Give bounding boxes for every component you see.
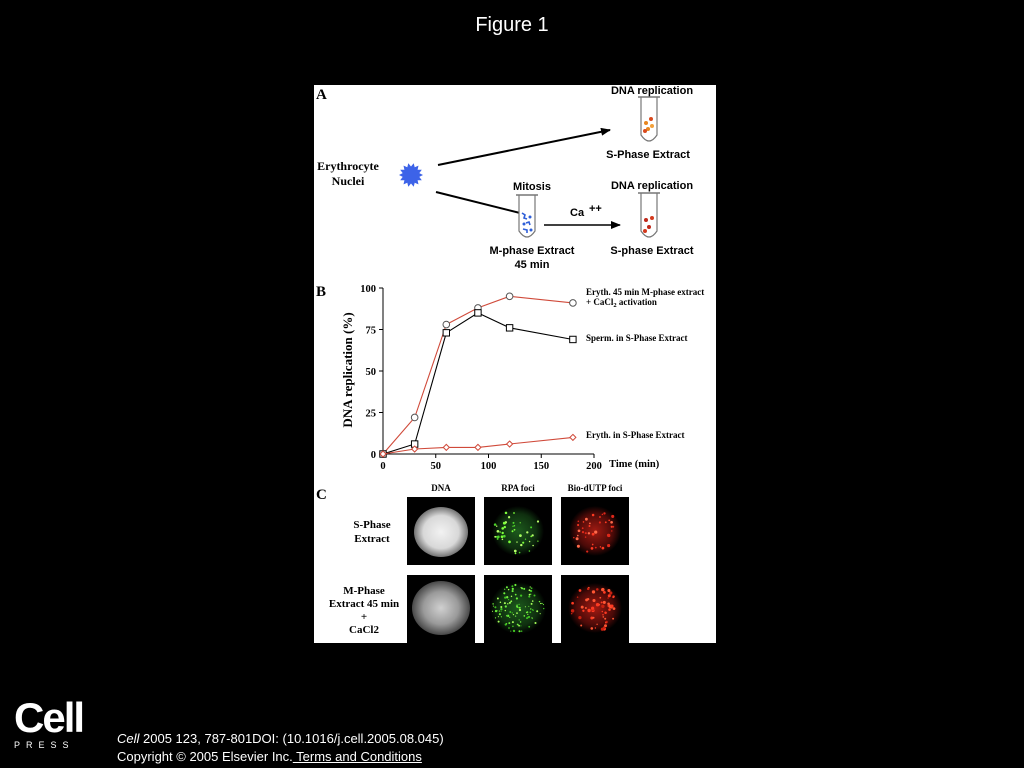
top-test-tube-icon	[638, 97, 660, 141]
micrograph-m-phase-biodutp	[561, 575, 629, 643]
focus-dot	[540, 603, 541, 604]
legend-sperm: Sperm. in S-Phase Extract	[586, 333, 688, 343]
x-tick-label: 100	[480, 461, 497, 472]
focus-dot	[607, 597, 609, 599]
focus-dot	[529, 611, 531, 613]
focus-dot	[504, 602, 506, 604]
column-header-biodutp: Bio-dUTP foci	[567, 483, 623, 493]
focus-dot	[595, 627, 596, 628]
data-point-diamond	[570, 434, 576, 440]
x-tick-label: 200	[586, 461, 602, 472]
focus-dot	[611, 530, 612, 531]
focus-dot	[534, 622, 536, 624]
focus-dot	[612, 618, 614, 620]
focus-dot	[510, 601, 511, 602]
focus-dot	[508, 516, 510, 518]
focus-dot	[577, 535, 579, 537]
focus-dot	[603, 512, 605, 514]
focus-dot	[602, 616, 604, 618]
data-point-square	[443, 330, 449, 336]
focus-dot	[500, 608, 502, 610]
focus-dot	[604, 611, 607, 614]
focus-dot	[590, 627, 593, 630]
focus-dot	[577, 524, 579, 526]
focus-dot	[607, 534, 610, 537]
focus-dot	[512, 530, 514, 532]
focus-dot	[512, 590, 514, 592]
legend-eryth-m-line2: + CaCl$_2$ activation	[586, 297, 657, 309]
figure-panel	[314, 85, 716, 643]
focus-dot	[528, 606, 529, 607]
focus-dot	[608, 594, 611, 597]
focus-dot	[505, 624, 507, 626]
focus-dot	[581, 606, 584, 609]
focus-dot	[587, 588, 590, 591]
focus-dot	[605, 622, 607, 624]
focus-dot	[518, 625, 520, 627]
focus-dot	[511, 585, 513, 587]
focus-dot	[522, 542, 524, 544]
focus-dot	[580, 625, 582, 627]
focus-dot	[514, 631, 515, 632]
focus-dot	[512, 526, 513, 527]
focus-dot	[595, 547, 597, 549]
y-axis-label: DNA replication (%)	[340, 312, 355, 428]
focus-dot	[513, 614, 514, 615]
focus-dot	[585, 518, 588, 521]
focus-dot	[532, 545, 534, 547]
arrow-to-m-phase-icon	[436, 192, 528, 215]
focus-dot	[516, 612, 518, 614]
row2-label-line3: +	[360, 611, 368, 623]
focus-dot	[526, 531, 528, 533]
focus-dot	[592, 590, 595, 593]
focus-dot	[530, 608, 531, 609]
focus-dot	[507, 603, 508, 604]
focus-dot	[501, 535, 504, 538]
citation-reference	[117, 730, 444, 748]
focus-dot	[507, 596, 508, 597]
focus-dot	[514, 529, 516, 531]
focus-dot	[607, 605, 609, 607]
focus-dot	[585, 532, 587, 534]
focus-dot	[541, 603, 542, 604]
micrograph-m-phase-rpa	[484, 575, 552, 643]
focus-dot	[582, 610, 584, 612]
focus-dot	[499, 611, 500, 612]
focus-dot	[528, 626, 530, 628]
focus-dot	[603, 601, 606, 604]
focus-dot	[512, 588, 514, 590]
logo-word: Cell	[14, 694, 84, 741]
focus-dot	[520, 534, 521, 535]
focus-dot	[599, 516, 601, 518]
focus-dot	[523, 615, 525, 617]
focus-dot	[528, 596, 530, 598]
focus-dot	[539, 601, 540, 602]
panel-b	[316, 284, 704, 472]
data-point-square	[570, 336, 576, 342]
x-tick-label: 150	[533, 461, 550, 472]
focus-dot	[604, 618, 606, 620]
focus-dot	[601, 588, 605, 592]
panel-a	[316, 85, 694, 271]
series-line	[383, 313, 573, 454]
focus-dot	[503, 592, 505, 594]
focus-dot	[501, 532, 503, 534]
focus-dot	[601, 601, 603, 603]
focus-dot	[499, 531, 501, 533]
focus-dot	[577, 596, 579, 598]
focus-dot	[498, 616, 499, 617]
focus-dot	[610, 521, 613, 524]
focus-dot	[608, 608, 611, 611]
focus-dot	[497, 530, 500, 533]
citation-copyright: Copyright © 2005 Elsevier Inc.	[117, 749, 293, 764]
focus-dot	[505, 605, 507, 607]
focus-dot	[499, 613, 501, 615]
focus-dot	[526, 617, 528, 619]
focus-dot	[592, 544, 594, 546]
micrograph-m-phase-dna	[407, 575, 475, 643]
y-tick-label: 25	[365, 408, 376, 420]
focus-dot	[594, 531, 597, 534]
nuclei-label-line1: Erythrocyte	[317, 159, 379, 173]
focus-dot	[571, 609, 574, 612]
focus-dot	[599, 597, 601, 599]
focus-dot	[514, 584, 516, 586]
ca-superscript: ++	[589, 203, 602, 215]
focus-dot	[596, 588, 599, 591]
micrograph-s-phase-rpa	[484, 497, 552, 565]
focus-dot	[520, 544, 522, 546]
focus-dot	[512, 612, 513, 613]
bottom-tube-header: DNA replication	[610, 180, 694, 192]
focus-dot	[609, 591, 612, 594]
focus-dot	[492, 611, 493, 612]
focus-dot	[508, 599, 509, 600]
micrograph-s-phase-biodutp	[561, 497, 629, 565]
ca-label: Ca	[570, 207, 585, 219]
chart-series	[380, 293, 576, 457]
focus-dot	[497, 598, 499, 600]
focus-dot	[516, 606, 518, 608]
row1-label-line1: S-Phase	[353, 519, 391, 531]
focus-dot	[529, 594, 531, 596]
focus-dot	[511, 596, 512, 597]
x-axis-unit-label: Time (min)	[609, 459, 660, 470]
data-point-circle	[443, 321, 450, 328]
erythrocyte-nucleus-icon	[399, 163, 423, 186]
focus-dot	[504, 526, 506, 528]
focus-dot	[520, 594, 522, 596]
nuclei-label-line2: Nuclei	[331, 174, 365, 188]
focus-dot	[515, 615, 516, 616]
y-tick-label: 0	[370, 450, 376, 461]
focus-dot	[500, 601, 502, 603]
panel-a-letter: A	[316, 87, 327, 103]
focus-dot	[543, 604, 544, 605]
focus-dot	[585, 536, 586, 537]
focus-dot	[512, 621, 514, 623]
focus-dot	[599, 521, 601, 523]
terms-link[interactable]: Terms and Conditions	[292, 749, 422, 764]
focus-dot	[529, 589, 531, 591]
top-tube-header: DNA replication	[610, 85, 694, 97]
focus-dot	[602, 614, 604, 616]
focus-dot	[536, 610, 538, 612]
focus-dot	[592, 617, 594, 619]
focus-dot	[582, 531, 584, 533]
cell-press-logo	[14, 694, 84, 750]
focus-dot	[587, 598, 589, 600]
focus-dot	[506, 586, 508, 588]
focus-dot	[518, 604, 519, 605]
focus-dot	[494, 536, 496, 538]
focus-dot	[608, 519, 610, 521]
focus-dot	[512, 625, 514, 627]
focus-dot	[612, 596, 614, 598]
row2-label-line2: Extract 45 min	[328, 598, 400, 610]
focus-dot	[518, 630, 520, 632]
focus-dot	[515, 553, 517, 555]
y-tick-label: 100	[360, 284, 376, 295]
focus-dot	[602, 611, 604, 613]
focus-dot	[602, 547, 605, 550]
focus-dot	[537, 540, 538, 541]
focus-dot	[587, 609, 590, 612]
focus-dot	[513, 512, 515, 514]
focus-dot	[596, 603, 599, 606]
focus-dot	[495, 617, 496, 618]
y-tick-label: 50	[365, 367, 376, 378]
focus-dot	[492, 603, 494, 605]
x-tick-label: 50	[430, 461, 441, 472]
data-point-circle	[411, 414, 418, 421]
mitosis-test-tube-icon	[516, 195, 538, 237]
data-point-diamond	[507, 441, 513, 447]
focus-dot	[579, 589, 582, 592]
slide-title: Figure 1	[475, 14, 549, 36]
focus-dot	[509, 617, 510, 618]
row1-label-line2: Extract	[354, 533, 390, 545]
citation-ref: 2005 123, 787-801DOI: (10.1016/j.cell.2005.08.045)	[139, 731, 444, 746]
focus-dot	[520, 522, 521, 523]
focus-dot	[586, 551, 588, 553]
focus-dot	[588, 532, 590, 534]
focus-dot	[496, 525, 497, 526]
focus-dot	[494, 523, 497, 526]
focus-dot	[508, 541, 511, 544]
focus-dot	[573, 537, 575, 539]
focus-dot	[525, 606, 526, 607]
focus-dot	[519, 609, 521, 611]
focus-dot	[504, 596, 506, 598]
micrograph-s-phase-dna	[407, 497, 475, 565]
focus-dot	[589, 525, 591, 527]
focus-dot	[591, 607, 594, 610]
focus-dot	[529, 541, 531, 543]
focus-dot	[504, 589, 505, 590]
focus-dot	[520, 621, 521, 622]
series-line	[383, 296, 573, 454]
top-tube-caption: S-Phase Extract	[606, 149, 690, 161]
focus-dot	[611, 515, 614, 518]
legend-eryth-m-line1: Eryth. 45 min M-phase extract	[586, 287, 705, 297]
row2-label-line4: CaCl2	[349, 624, 379, 636]
focus-dot	[543, 608, 544, 609]
focus-dot	[607, 589, 610, 592]
focus-dot	[589, 523, 591, 525]
focus-dot	[530, 586, 531, 587]
focus-dot	[578, 529, 581, 532]
focus-dot	[600, 546, 601, 547]
bottom-tube-caption: S-phase Extract	[610, 245, 694, 257]
focus-dot	[529, 550, 531, 552]
focus-dot	[508, 622, 510, 624]
focus-dot	[516, 597, 518, 599]
focus-dot	[571, 613, 573, 615]
focus-dot	[501, 611, 502, 612]
data-point-square	[506, 325, 512, 331]
focus-dot	[531, 587, 533, 589]
focus-dot	[500, 606, 502, 608]
focus-dot	[607, 544, 610, 547]
focus-dot	[530, 526, 532, 528]
focus-dot	[493, 606, 494, 607]
focus-dot	[540, 613, 541, 614]
focus-dot	[532, 609, 533, 610]
focus-dot	[497, 536, 500, 539]
focus-dot	[516, 541, 517, 542]
figure-svg	[314, 85, 716, 643]
panel-b-letter: B	[316, 284, 327, 300]
focus-dot	[503, 535, 506, 538]
focus-dot	[525, 539, 526, 540]
focus-dot	[509, 611, 511, 613]
focus-dot	[526, 611, 528, 613]
legend-eryth-s: Eryth. in S-Phase Extract	[586, 430, 685, 440]
arrow-to-s-phase-icon	[438, 130, 610, 165]
focus-dot	[501, 527, 504, 530]
focus-dot	[519, 552, 521, 554]
focus-dot	[502, 538, 504, 540]
mitosis-caption-line2: 45 min	[514, 259, 550, 271]
focus-dot	[530, 536, 532, 538]
focus-dot	[498, 621, 500, 623]
mitosis-caption-line1: M-phase Extract	[489, 245, 575, 257]
column-header-rpa: RPA foci	[501, 483, 535, 493]
focus-dot	[605, 521, 607, 523]
mitosis-header: Mitosis	[513, 181, 551, 193]
focus-dot	[521, 630, 523, 632]
focus-dot	[592, 599, 595, 602]
focus-dot	[507, 615, 508, 616]
logo-subtitle: PRESS	[14, 740, 75, 750]
x-tick-label: 0	[380, 461, 386, 472]
y-tick-label: 75	[365, 325, 376, 337]
focus-dot	[519, 607, 521, 609]
focus-dot	[571, 602, 574, 605]
focus-dot	[531, 617, 532, 618]
focus-dot	[591, 547, 594, 550]
citation-copyright-line	[117, 748, 444, 766]
focus-dot	[583, 521, 585, 523]
data-point-circle	[570, 300, 577, 307]
focus-dot	[585, 607, 587, 609]
row2-label-line1: M-Phase	[343, 585, 385, 597]
data-point-diamond	[475, 444, 481, 450]
focus-dot	[508, 627, 510, 629]
focus-dot	[577, 545, 580, 548]
focus-dot	[527, 614, 528, 615]
focus-dot	[497, 610, 498, 611]
focus-dot	[494, 606, 496, 608]
focus-dot	[582, 527, 584, 529]
bottom-test-tube-icon	[638, 193, 660, 237]
citation-block	[117, 730, 444, 766]
focus-dot	[576, 537, 579, 540]
focus-dot	[601, 605, 604, 608]
focus-dot	[603, 591, 606, 594]
focus-dot	[596, 624, 597, 625]
data-point-square	[475, 310, 481, 316]
column-header-dna: DNA	[431, 483, 451, 493]
focus-dot	[602, 514, 604, 516]
focus-dot	[521, 587, 522, 588]
focus-dot	[503, 522, 506, 525]
focus-dot	[578, 521, 580, 523]
focus-dot	[592, 514, 595, 517]
focus-dot	[613, 607, 616, 610]
focus-dot	[505, 610, 506, 611]
focus-dot	[601, 628, 604, 631]
data-point-diamond	[443, 444, 449, 450]
panel-c-letter: C	[316, 487, 327, 503]
focus-dot	[505, 512, 508, 515]
focus-dot	[523, 588, 525, 590]
focus-dot	[515, 594, 517, 596]
focus-dot	[607, 602, 610, 605]
focus-dot	[514, 525, 516, 527]
focus-dot	[501, 616, 502, 617]
focus-dot	[533, 594, 535, 596]
focus-dot	[514, 550, 517, 553]
series-circle	[380, 293, 576, 457]
focus-dot	[510, 631, 511, 632]
panel-c	[316, 483, 629, 643]
focus-dot	[508, 589, 509, 590]
series-square	[380, 310, 576, 457]
focus-dot	[578, 616, 581, 619]
data-point-circle	[506, 293, 513, 300]
focus-dot	[610, 604, 613, 607]
citation-journal: Cell	[117, 731, 140, 746]
focus-dot	[519, 619, 520, 620]
focus-dot	[592, 533, 595, 536]
focus-dot	[532, 600, 534, 602]
focus-dot	[520, 625, 521, 626]
focus-dot	[531, 603, 533, 605]
focus-dot	[516, 604, 517, 605]
focus-dot	[612, 526, 614, 528]
focus-dot	[513, 522, 515, 524]
focus-dot	[537, 520, 539, 522]
